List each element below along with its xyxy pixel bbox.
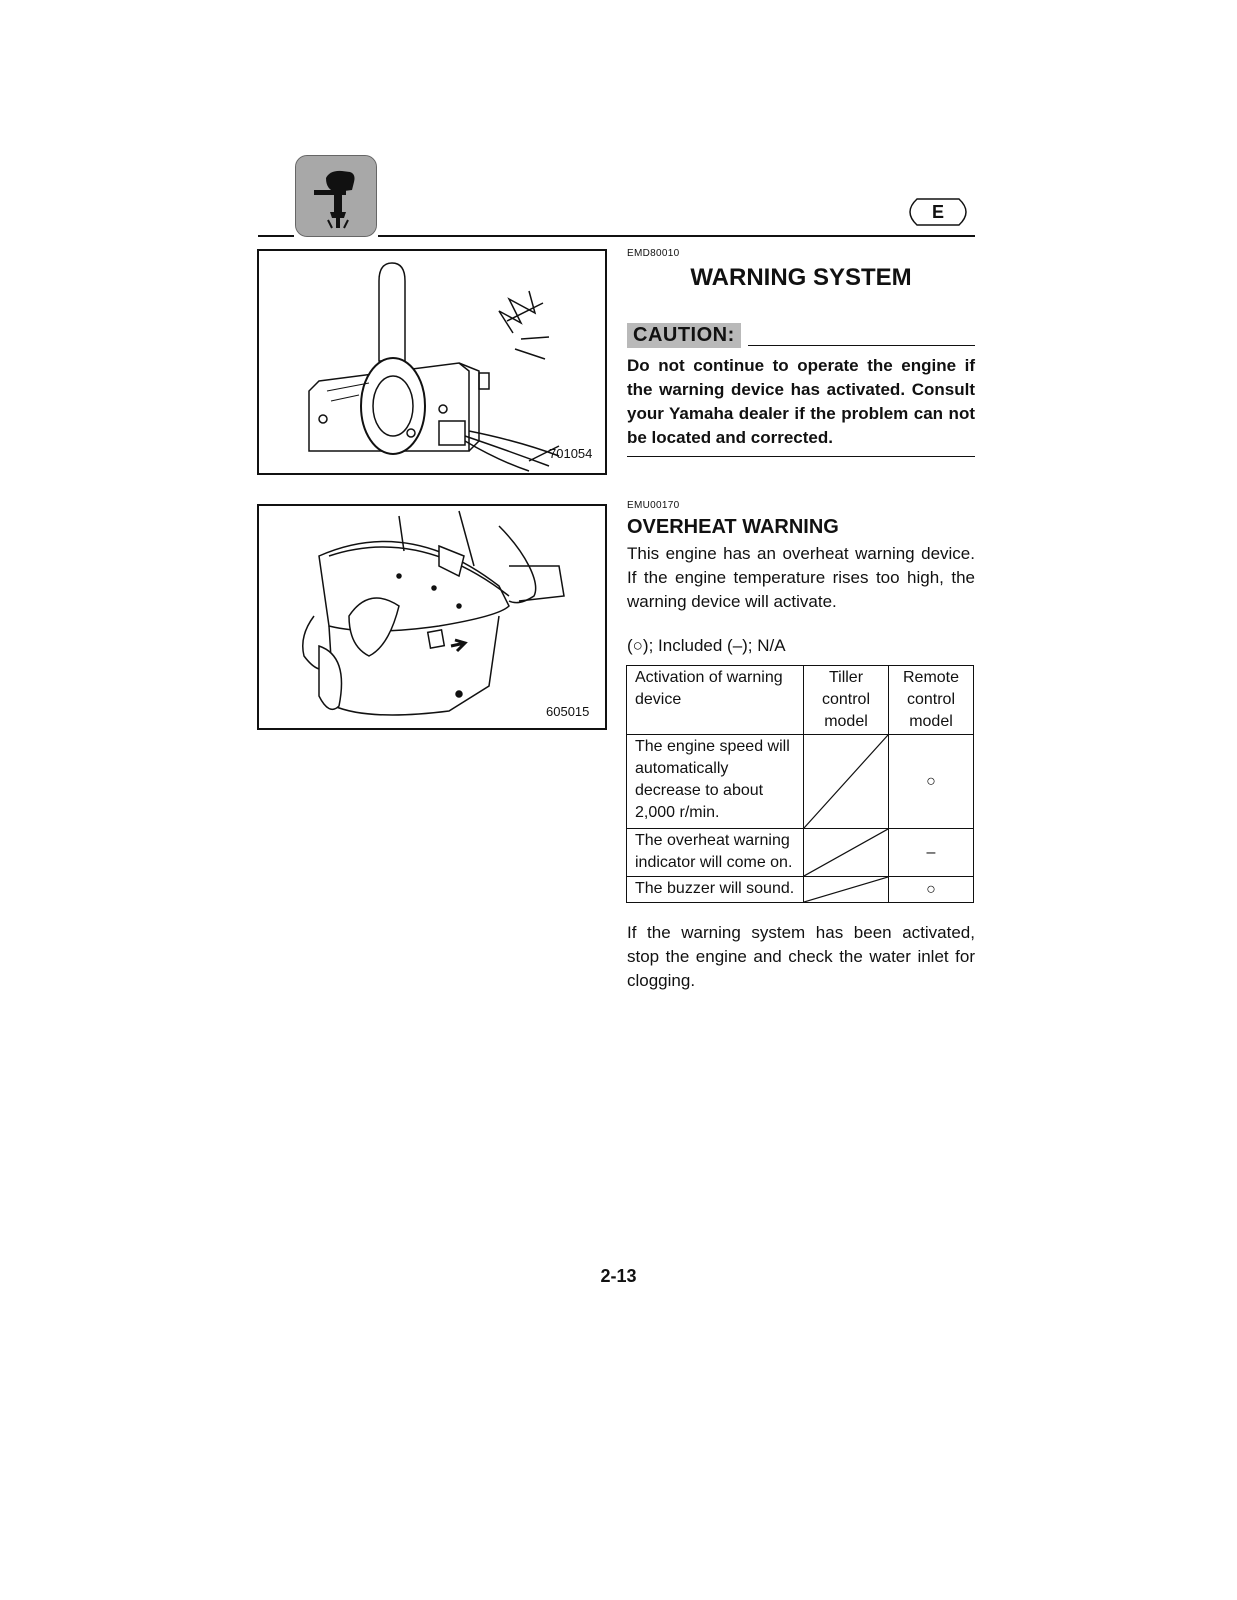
activation-cell: The overheat warning indicator will come on.	[627, 829, 804, 877]
section-code: EMD80010	[627, 248, 680, 259]
header-rule-left	[258, 235, 294, 237]
activation-cell: The engine speed will automatically decrease to about 2,000 r/min.	[627, 735, 804, 829]
table-row	[627, 877, 974, 903]
header-rule-right	[378, 235, 975, 237]
na-diagonal-cell	[804, 829, 889, 877]
section-title: WARNING SYSTEM	[690, 264, 912, 291]
table-legend: (○); Included (–); N/A	[627, 636, 786, 655]
language-badge	[903, 197, 975, 227]
caution-rule	[748, 345, 975, 346]
header-cell: Tiller control model	[804, 666, 889, 735]
remote-control-box-icon	[259, 251, 605, 473]
figure-number: 605015	[546, 704, 590, 719]
figure-number: 701054	[549, 446, 593, 461]
section-code: EMU00170	[627, 500, 680, 511]
activation-cell: The buzzer will sound.	[627, 877, 804, 903]
intro-paragraph: This engine has an overheat warning device. If the engine temperature rises too high, the warning device will activate.	[627, 544, 975, 611]
header-cell: Activation of warning device	[627, 666, 804, 735]
caution-text: Do not continue to operate the engine if the warning device has activated. Consult your Yamaha dealer if the problem can not be located and corrected.	[627, 356, 975, 447]
page-number: 2-13	[600, 1266, 637, 1286]
language-letter: E	[931, 202, 944, 222]
included-mark: ○	[889, 735, 974, 829]
figure-lower-unit	[257, 504, 607, 730]
table-header-row	[627, 666, 974, 735]
included-mark: ○	[889, 877, 974, 903]
header-cell: Remote control model	[889, 666, 974, 735]
outboard-lower-unit-icon	[259, 506, 605, 728]
warning-table	[626, 665, 974, 903]
outboard-motor-icon	[295, 155, 377, 237]
caution-label: CAUTION:	[627, 323, 741, 348]
table-row	[627, 829, 974, 877]
figure-remote-control	[257, 249, 607, 475]
caution-end-rule	[627, 456, 975, 457]
closing-paragraph: If the warning system has been activated, stop the engine and check the water inlet for clogging.	[627, 923, 975, 990]
na-diagonal-cell	[804, 877, 889, 903]
section-heading: OVERHEAT WARNING	[627, 516, 839, 538]
table-row	[627, 735, 974, 829]
na-mark: –	[889, 829, 974, 877]
na-diagonal-cell	[804, 735, 889, 829]
